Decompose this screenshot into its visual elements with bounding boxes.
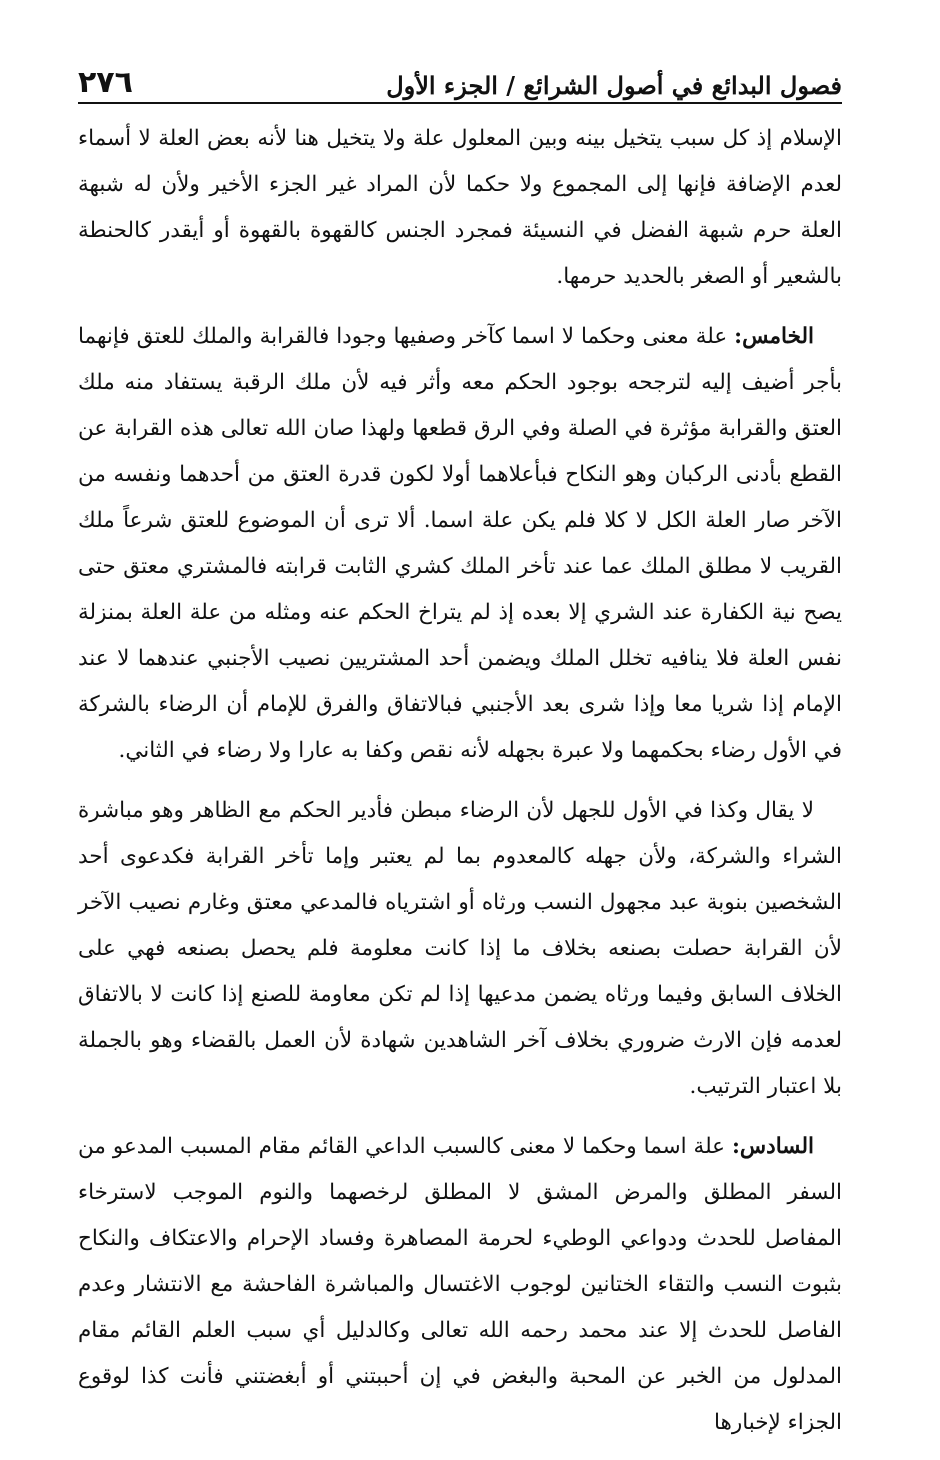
paragraph-text: علة معنى وحكما لا اسما كآخر وصفيها وجودا فالقرابة والملك للعتق فإنهما بأجر أضيف إليه لترجحه بوجود الحكم معه وأثر فيه لأن ملك الرقبة يستفاد منه ملك العتق والقرابة مؤثرة في الصلة وفي الرق قطعها ولهذا صان الله تعالى هذه القرابة عن القطع بأدنى الركبان وهو النكاح فبأعلاهما أولا لكون قدرة العتق من أحدهما ونفسه من الآخر صار العلة الكل لا كلا فلم يكن علة اسما. ألا ترى أن الموضوع للعتق شرعاً ملك القريب لا مطلق الملك عما عند تأخر الملك كشري الثابت قرابته فالمشتري معتق حتى يصح نية الكفارة عند الشري إلا بعده إذ لم يتراخ الحكم عنه ومثله من علة العلة بمنزلة نفس العلة فلا ينافيه تخلل الملك ويضمن أحد المشتريين نصيب الأجنبي عندهما لا عند الإمام إذا شريا معا وإذا شرى بعد الأجنبي فبالاتفاق والفرق للإمام أن الرضاء بالشركة في الأول رضاء بحكمهما ولا عبرة بجهله لأنه نقص وكفا به عارا ولا رضاء في الثاني. (78, 324, 842, 763)
paragraph-intro (78, 116, 842, 300)
paragraph-text: علة اسما وحكما لا معنى كالسبب الداعي القائم مقام المسبب المدعو من السفر المطلق والمرض المشق لا المطلق لرخصهما والنوم الموجب لاسترخاء المفاصل للحدث ودواعي الوطيء لحرمة المصاهرة وفساد الإحرام والاعتكاف والنكاح بثبوت النسب والتقاء الختانين لوجوب الاغتسال والمباشرة الفاحشة مع الانتشار وعدم الفاصل للحدث إلا عند محمد رحمه الله تعالى وكالدليل أي سبب العلم القائم مقام المدلول من الخبر عن المحبة والبغض في إن أحببتني أو أبغضتني فأنت كذا لوقوع الجزاء لإخبارها (78, 1134, 842, 1435)
body-text (78, 116, 842, 1446)
paragraph-text: الإسلام إذ كل سبب يتخيل بينه وبين المعلول علة ولا يتخيل هنا لأنه بعض العلة لا أسماء لعدم الإضافة فإنها إلى المجموع ولا حكما لأن المراد غير الجزء الأخير ولأن له شبهة العلة حرم شبهة الفضل في النسيئة فمجرد الجنس كالقهوة بالقهوة أو أيقدر كالحنطة بالشعير أو الصغر بالحديد حرمها. (78, 126, 842, 289)
page-header (78, 50, 842, 104)
paragraph-text: لا يقال وكذا في الأول للجهل لأن الرضاء مبطن فأدير الحكم مع الظاهر وهو مباشرة الشراء والشركة، ولأن جهله كالمعدوم بما لم يعتبر وإما تأخر القرابة فكدعوى أحد الشخصين بنوبة عبد مجهول النسب ورثاه أو اشترياه فالمدعي معتق وغارم نصيب الآخر لأن القرابة حصلت بصنعه بخلاف ما إذا كانت معلومة فلم يحصل بصنعه فهي على الخلاف السابق وفيما ورثاه يضمن مدعيها إذا لم تكن معاومة للصنع إذا كانت لا بالاتفاق لعدمه فإن الارث ضروري بخلاف آخر الشاهدين شهادة لأن العمل بالقضاء وهو بالجملة بلا اعتبار الترتيب. (78, 798, 842, 1099)
paragraph-fifth (78, 314, 842, 774)
paragraph-sixth (78, 1124, 842, 1446)
book-page (78, 50, 842, 1460)
section-heading-fifth: الخامس: (734, 324, 814, 349)
paragraph-objection (78, 788, 842, 1110)
page-number: ٢٧٦ (78, 65, 133, 100)
running-title: فصول البدائع في أصول الشرائع / الجزء الأول (386, 71, 842, 100)
section-heading-sixth: السادس: (731, 1134, 814, 1159)
